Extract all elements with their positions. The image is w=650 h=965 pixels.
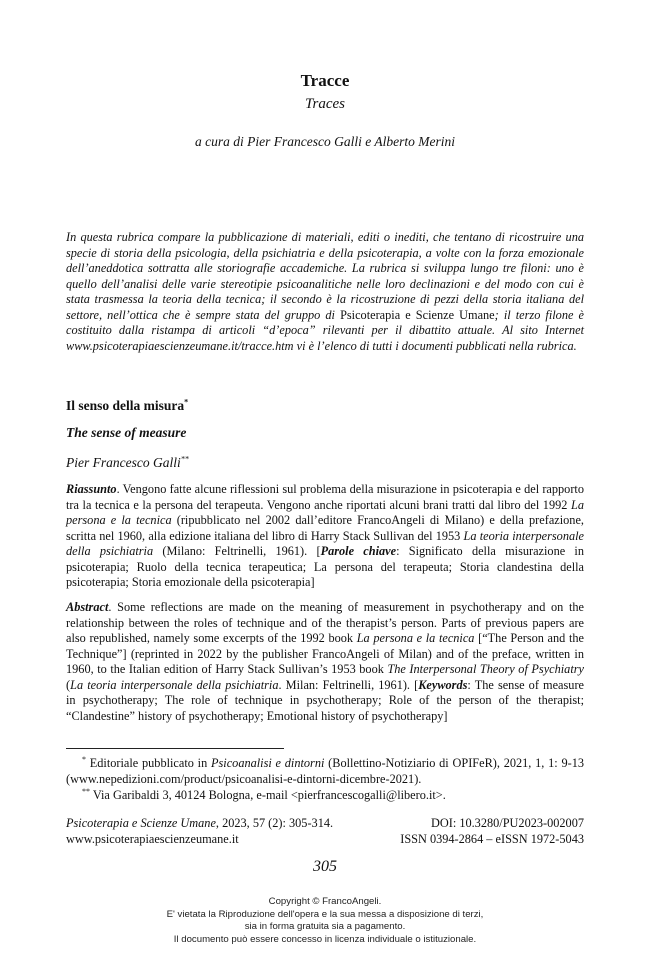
abstract-text-4: . Milan: Feltrinelli, 1961). [ [278,677,419,692]
copyright-line-2: E' vietata la Riproduzione dell'opera e la sua messa a disposizione di terzi, [166,908,484,920]
riassunto-book-1: La persona e la tecnica [66,497,584,527]
footnote-1-text-b: (Bollettino-Notiziario di OPIFeR), 2021, 1, 1: 9-13 (www.nepedizioni.com/product/psicoanalisi-e-dintorni-dicembre-2021). [66,756,584,786]
intro-paragraph [66,230,584,354]
footnote-1-text-a: Editoriale pubblicato in [86,756,211,770]
abstract-label: Abstract [66,600,109,614]
riassunto-text-3: (Milano: Feltrinelli, 1961). [ [153,544,321,558]
website-line [66,832,584,848]
section-subtitle: Traces [304,96,345,112]
editors-line: a cura di Pier Francesco Galli e Alberto Merini [195,134,455,149]
citation-line [66,816,584,832]
footnote-1-journal: Psicoanalisi e dintorni [211,756,325,770]
journal-issn: ISSN 0394-2864 – eISSN 1972-5043 [400,832,584,846]
riassunto-paragraph [66,482,584,591]
footnote-1-marker: * [82,754,86,764]
journal-website: www.psicoterapiaescienzeumane.it [66,832,239,846]
copyright-notice [0,896,650,946]
abstract-paragraph [66,600,584,724]
footnote-2 [66,788,584,804]
riassunto-label: Riassunto [66,482,117,496]
copyright-line-3: sia in forma gratuita sia a pagamento. [244,921,406,932]
abstract-keywords: : The sense of measure in psychotherapy; The role of technique in psychotherapy; Role of the person of the therapist; “Clandestine” history of psychotherapy; Emotional history of psychotherapy] [66,677,584,723]
footnote-1 [66,756,584,787]
abstract-keywords-label: Keywords [418,677,468,692]
citation-doi: DOI: 10.3280/PU2023-002007 [430,816,584,830]
riassunto-keywords-label: Parole chiave [320,544,397,558]
abstract-book-2: The Interpersonal Theory of Psychiatry [387,662,584,676]
riassunto-book-2: La teoria interpersonale della psichiatria [66,528,584,558]
abstract-text-3: ( [66,677,71,692]
riassunto-keywords: : Significato della misurazione in psicoterapia; Ruolo della tecnica terapeutica; La persona del terapeuta; Storia clandestina della psicoterapia; Storia emozionale della psicoterapia] [66,544,584,589]
copyright-line-1: Copyright © FrancoAngeli. [268,896,382,907]
article-title-english: The sense of measure [66,425,187,440]
author-name: Pier Francesco Galli [66,455,181,470]
abstract-book-3: La teoria interpersonale della psichiatria [70,677,279,692]
article-author [66,455,189,471]
abstract-book-1: La persona e la tecnica [356,631,475,645]
footnote-2-text: Via Garibaldi 3, 40124 Bologna, e-mail <pierfrancescogalli@libero.it>. [90,788,446,802]
intro-text-part2: ; il terzo filone è costituito dalla ristampa di articoli “d’epoca” rilevanti per il dibattito attuale. Al sito Internet www.psicoterapiaescienzeumane.it/tracce.htm vi è l’elenco di tutti i documenti pubblicati nella rubrica. [66,307,584,353]
abstract-text-1: . Some reflections are made on the meaning of measurement in psychotherapy and on the relationship between the roles of technique and of the therapist’s person. Parts of previous papers are also republished, namely some excerpts of the 1992 book [66,600,584,645]
footnote-2-marker: ** [82,786,90,796]
citation-details: , 2023, 57 (2): 305-314. [215,816,334,830]
footnote-divider [66,748,284,749]
intro-text-part1: In questa rubrica compare la pubblicazione di materiali, editi o inediti, che tentano di ricostruire una specie di storia della psicologia, della psichiatria e della psicoterapia, a volte con la forza emozionale dell’aneddotica sottratta alle storiografie accademiche. La rubrica si sviluppa lungo tre filoni: uno è quello dell’analisi delle varie stereotipie psicoanalitiche nelle loro declinazioni e del modo con cui è stata trasmessa la teoria della tecnica; il secondo è la ricostruzione di pezzi della storia italiana del settore, nell’ottica che è sempre stata del gruppo di [66,230,584,322]
citation-journal: Psicoterapia e Scienze Umane [66,816,216,830]
copyright-line-4: Il documento può essere concesso in licenza individuale o istituzionale. [173,933,477,945]
page-number: 305 [313,858,337,875]
article-title-it-text: Il senso della misura [66,398,185,413]
riassunto-text-1: . Vengono fatte alcune riflessioni sul problema della misurazione in psicoterapia e del rapporto tra la tecnica e la persona del terapeuta. Vengono anche riportati alcuni brani tratti dal libro del 1992 [66,482,584,512]
author-footnote-marker: ** [180,454,189,464]
abstract-text-2: [“The Person and the Technique”] (reprinted in 2022 by the publisher FrancoAngeli of Milan) and of the preface, written in 1960, to the Italian edition of Harry Stack Sullivan’s 1953 book [66,631,584,676]
intro-journal-name: Psicoterapia e Scienze Umane [340,307,495,322]
section-title: Tracce [300,71,350,90]
riassunto-text-2: (ripubblicato nel 2002 dall’editore FrancoAngeli di Milano) e della prefazione, scritta nel 1960, alla edizione italiana del libro di Harry Stack Sullivan del 1953 [66,513,584,543]
title-footnote-marker: * [184,397,189,407]
article-title-italian [66,398,188,414]
citation-reference [66,816,333,832]
